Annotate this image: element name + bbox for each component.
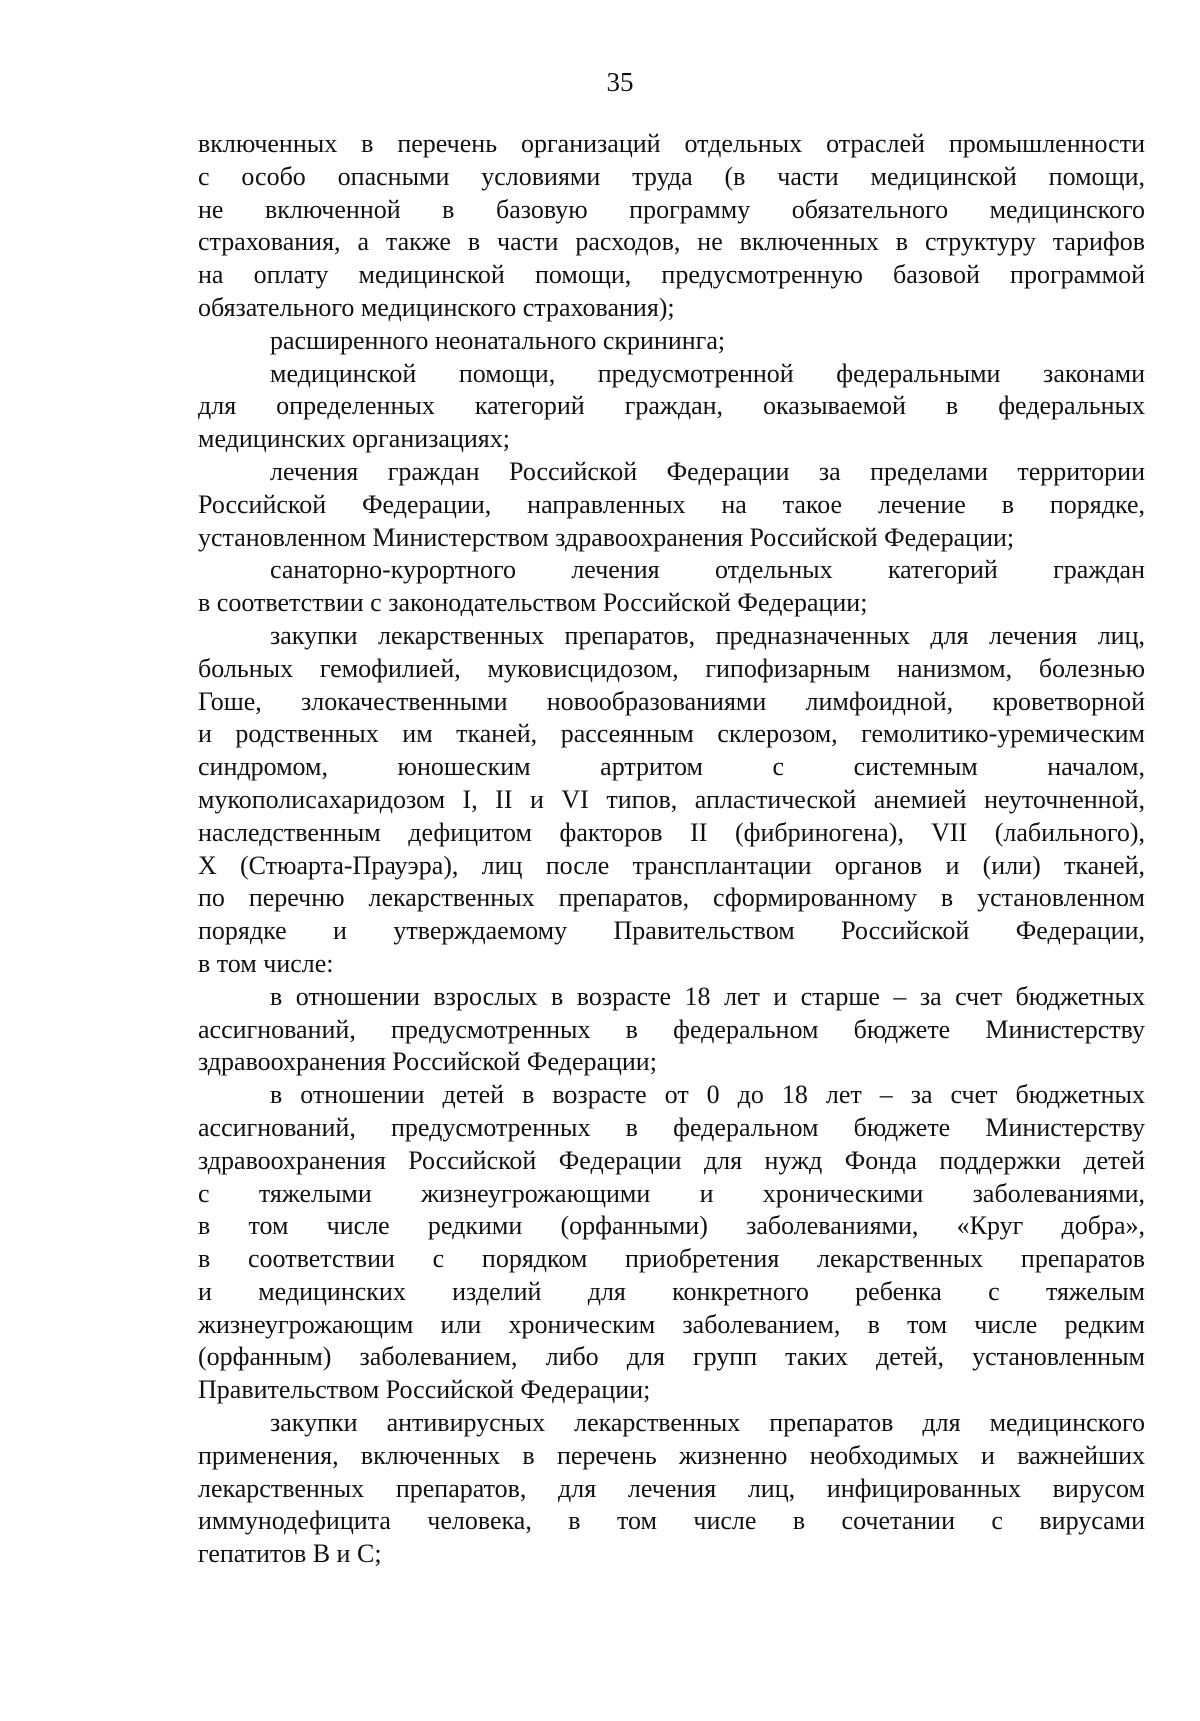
text-line: медицинских организациях; xyxy=(198,424,510,454)
text-line: расширенного неонатального скрининга; xyxy=(270,325,726,355)
text-line: в отношении взрослых в возрасте 18 лет и старше – за счет бюджетных xyxy=(270,981,1145,1011)
text-line: мукополисахаридозом I, II и VI типов, апластической анемией неуточненной, xyxy=(198,784,1145,814)
text-line: и родственных им тканей, рассеянным склерозом, гемолитико-уремическим xyxy=(198,719,1145,749)
text-line: наследственным дефицитом факторов II (фибриногена), VII (лабильного), xyxy=(198,817,1145,847)
text-line: санаторно-курортного лечения отдельных категорий граждан xyxy=(270,555,1145,585)
paragraph-p2 xyxy=(198,325,1145,358)
text-line: не включенной в базовую программу обязательного медицинского xyxy=(198,194,1145,224)
paragraph-p5 xyxy=(198,554,1145,620)
text-line: лекарственных препаратов, для лечения лиц, инфицированных вирусом xyxy=(198,1473,1145,1503)
text-line: больных гемофилией, муковисцидозом, гипофизарным нанизмом, болезнью xyxy=(198,653,1145,683)
text-line: Российской Федерации, направленных на такое лечение в порядке, xyxy=(198,489,1145,519)
text-line: в соответствии с законодательством Российской Федерации; xyxy=(198,588,868,618)
text-line: здравоохранения Российской Федерации для нужд Фонда поддержки детей xyxy=(198,1145,1145,1175)
text-line: Гоше, злокачественными новообразованиями лимфоидной, кроветворной xyxy=(198,686,1145,716)
paragraph-p1 xyxy=(198,128,1145,325)
text-line: с особо опасными условиями труда (в части медицинской помощи, xyxy=(198,161,1145,191)
text-line: установленном Министерством здравоохранения Российской Федерации; xyxy=(198,522,1015,552)
text-line: X (Стюарта-Прауэра), лиц после трансплантации органов и (или) тканей, xyxy=(198,850,1145,880)
text-line: лечения граждан Российской Федерации за пределами территории xyxy=(270,456,1145,486)
text-line: ассигнований, предусмотренных в федеральном бюджете Министерству xyxy=(198,1014,1145,1044)
text-line: в том числе редкими (орфанными) заболеваниями, «Круг добра», xyxy=(198,1211,1145,1241)
paragraph-p4 xyxy=(198,456,1145,554)
text-line: для определенных категорий граждан, оказываемой в федеральных xyxy=(198,391,1145,421)
text-line: ассигнований, предусмотренных в федеральном бюджете Министерству xyxy=(198,1112,1145,1142)
text-line: применения, включенных в перечень жизненно необходимых и важнейших xyxy=(198,1440,1145,1470)
text-line: здравоохранения Российской Федерации; xyxy=(198,1047,657,1077)
text-line: гепатитов B и C; xyxy=(198,1539,382,1569)
page-number: 35 xyxy=(606,67,634,97)
text-line: закупки антивирусных лекарственных препаратов для медицинского xyxy=(270,1408,1145,1438)
text-line: по перечню лекарственных препаратов, сформированному в установленном xyxy=(198,883,1145,913)
text-line: в соответствии с порядком приобретения лекарственных препаратов xyxy=(198,1244,1145,1274)
text-line: (орфанным) заболеванием, либо для групп таких детей, установленным xyxy=(198,1342,1145,1372)
text-line: и медицинских изделий для конкретного ребенка с тяжелым xyxy=(198,1276,1145,1306)
text-line: включенных в перечень организаций отдельных отраслей промышленности xyxy=(198,129,1145,158)
paragraph-p9 xyxy=(198,1407,1145,1571)
text-line: жизнеугрожающим или хроническим заболеванием, в том числе редким xyxy=(198,1309,1145,1339)
document-body xyxy=(198,128,1145,1571)
paragraph-p3 xyxy=(198,358,1145,456)
text-line: медицинской помощи, предусмотренной федеральными законами xyxy=(270,358,1145,388)
text-line: страхования, а также в части расходов, не включенных в структуру тарифов xyxy=(198,227,1145,257)
paragraph-p8 xyxy=(198,1079,1145,1407)
text-line: Правительством Российской Федерации; xyxy=(198,1375,651,1405)
text-line: обязательного медицинского страхования); xyxy=(198,292,675,322)
text-line: в отношении детей в возрасте от 0 до 18 лет – за счет бюджетных xyxy=(270,1080,1145,1110)
paragraph-p6 xyxy=(198,620,1145,981)
text-line: синдромом, юношеским артритом с системным началом, xyxy=(198,752,1145,782)
text-line: порядке и утверждаемому Правительством Российской Федерации, xyxy=(198,916,1145,946)
text-line: в том числе: xyxy=(198,948,334,978)
text-line: с тяжелыми жизнеугрожающими и хроническими заболеваниями, xyxy=(198,1178,1145,1208)
paragraph-p7 xyxy=(198,981,1145,1079)
text-line: иммунодефицита человека, в том числе в сочетании с вирусами xyxy=(198,1506,1145,1536)
text-line: на оплату медицинской помощи, предусмотренную базовой программой xyxy=(198,260,1145,290)
text-line: закупки лекарственных препаратов, предназначенных для лечения лиц, xyxy=(270,620,1145,650)
